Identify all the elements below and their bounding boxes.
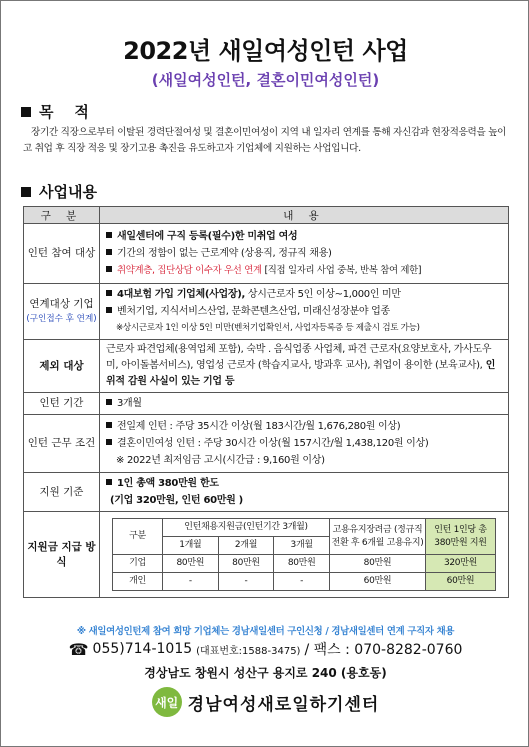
bullet-icon	[106, 439, 112, 445]
target-label: 인턴 참여 대상	[24, 224, 100, 284]
sub-cell: 80만원	[163, 555, 219, 573]
sub-month-3: 3개월	[274, 537, 330, 555]
col-label-header: 구 분	[24, 207, 100, 224]
table-row	[113, 555, 496, 573]
sub-h-total: 인턴 1인당 총 380만원 지원	[426, 519, 496, 555]
rep-number: (대표번호:1588-3475)	[196, 645, 301, 657]
sub-cell: 80만원	[274, 555, 330, 573]
sub-h-retention: 고용유지장려금 (정규직 전환 후 6개월 고용유지)	[330, 519, 426, 555]
table-header-row	[24, 207, 509, 224]
conditions-item-1: 전일제 인턴 : 주당 35시간 이상(월 183시간/월 1,676,280원 이상)	[117, 421, 401, 432]
address-text: 경상남도 창원시 성산구 용지로 240 (용호동)	[144, 666, 387, 680]
square-bullet-icon	[21, 107, 31, 117]
contact-line	[1, 639, 529, 659]
row-target	[24, 224, 509, 284]
target-item-3: 취약계층, 집단상담 이수자 우선 연계	[117, 265, 262, 276]
row-excluded	[24, 340, 509, 393]
sub-h-hiring: 인턴채용지원금(인턴기간 3개월)	[163, 519, 330, 537]
target-item-1: 새일센터에 구직 등록(필수)한 미취업 여성	[117, 231, 298, 242]
org-footer	[1, 687, 529, 717]
target-item-4: [직접 일자리 사업 중복, 반복 참여 제한]	[264, 265, 422, 276]
company-label-sub: (구인접수 후 연계)	[26, 313, 97, 324]
conditions-note: ※ 2022년 최저임금 고시(시간급 : 9,160원 이상)	[116, 455, 325, 466]
row-support	[24, 512, 509, 598]
standard-line-1: 1인 총액 380만원 한도	[117, 478, 219, 489]
bullet-icon	[106, 232, 112, 238]
sub-cell-total: 320만원	[426, 555, 496, 573]
company-item-1-bold: 4대보험 가입 기업체(사업장),	[117, 289, 246, 300]
bullet-icon	[106, 249, 112, 255]
phone-icon: ☎	[68, 639, 89, 659]
sub-cell: 80만원	[218, 555, 274, 573]
notice-text: ※ 새일여성인턴제 참여 희망 기업체는 경남새일센터 구인신청 / 경남새일센터 연계 구직자 채용	[76, 626, 455, 637]
company-note: ※상시근로자 1인 이상 5인 미만(벤처기업확인서, 사업자등록증 등 제출시 검토 가능)	[116, 323, 420, 333]
target-item-2: 기간의 정함이 없는 근로계약 (상용직, 정규직 채용)	[117, 248, 332, 259]
saeil-logo-icon: 새일	[152, 687, 182, 717]
page-title: 2022년 새일여성인턴 사업	[123, 37, 408, 65]
table-row	[113, 573, 496, 591]
sub-cell-total: 60만원	[426, 573, 496, 591]
bullet-icon	[106, 290, 112, 296]
bullet-icon	[106, 399, 112, 405]
bullet-icon	[106, 307, 112, 313]
sub-row-name: 기업	[113, 555, 163, 573]
row-company	[24, 284, 509, 340]
sub-month-1: 1개월	[163, 537, 219, 555]
bullet-icon	[106, 422, 112, 428]
business-table	[23, 206, 509, 598]
purpose-heading	[21, 101, 89, 122]
purpose-heading-text: 목 적	[39, 103, 89, 121]
excluded-text-bold: 인위적 감원 사실이 있는 기업 등	[106, 360, 496, 387]
company-item-2: 벤처기업, 지식서비스산업, 문화콘텐츠산업, 미래신성장분야 업종	[117, 306, 390, 317]
purpose-text: 장기간 직장으로부터 이탈된 경력단절여성 및 결혼이민여성이 지역 내 일자리 연계를 통해 자신감과 현장적응력을 높이고 취업 후 직장 적응 및 장기고용 촉진을 유도하고자 기업체에 지원하는 사업입니다.	[23, 127, 507, 154]
period-label: 인턴 기간	[24, 393, 100, 415]
sub-cell: 80만원	[330, 555, 426, 573]
row-conditions	[24, 415, 509, 473]
business-heading	[21, 181, 97, 202]
company-label: 연계대상 기업	[29, 297, 94, 310]
sub-h-category: 구분	[113, 519, 163, 555]
square-bullet-icon	[21, 187, 31, 197]
excluded-label: 제외 대상	[24, 340, 100, 393]
sub-row-name: 개인	[113, 573, 163, 591]
support-table	[112, 518, 496, 591]
org-name: 경남여성새로일하기센터	[187, 694, 380, 715]
excluded-text: 근로자 파견업체(용역업체 포함), 숙박 . 음식업종 사업체, 파견 근로자(요양보호사, 가사도우미, 아이돌봄서비스), 영업성 근로자 (학습지교사, 방과후 교사), 취업이 용이한 (보육교사),	[106, 344, 492, 371]
sub-cell: -	[274, 573, 330, 591]
bullet-icon	[106, 479, 112, 485]
sub-cell: 60만원	[330, 573, 426, 591]
phone-number: 055)714-1015	[92, 641, 193, 657]
col-content-header: 내 용	[100, 207, 509, 224]
fax-number: / 팩스 : 070-8282-0760	[304, 642, 463, 658]
sub-month-2: 2개월	[218, 537, 274, 555]
row-period	[24, 393, 509, 415]
conditions-label: 인턴 근무 조건	[24, 415, 100, 473]
sub-cell: -	[218, 573, 274, 591]
bullet-icon	[106, 266, 112, 272]
standard-label: 지원 기준	[24, 473, 100, 512]
support-label: 지원금 지급 방식	[24, 512, 100, 598]
business-heading-text: 사업내용	[39, 183, 97, 201]
page-subtitle: (새일여성인턴, 결혼이민여성인턴)	[151, 71, 380, 89]
conditions-item-2: 결혼이민여성 인턴 : 주당 30시간 이상(월 157시간/월 1,438,120원 이상)	[117, 438, 429, 449]
company-item-1-rest: 상시근로자 5인 이상~1,000인 미만	[245, 289, 401, 300]
sub-cell: -	[163, 573, 219, 591]
row-standard	[24, 473, 509, 512]
standard-line-2: (기업 320만원, 인턴 60만원 )	[110, 495, 243, 506]
period-value: 3개월	[117, 398, 142, 409]
